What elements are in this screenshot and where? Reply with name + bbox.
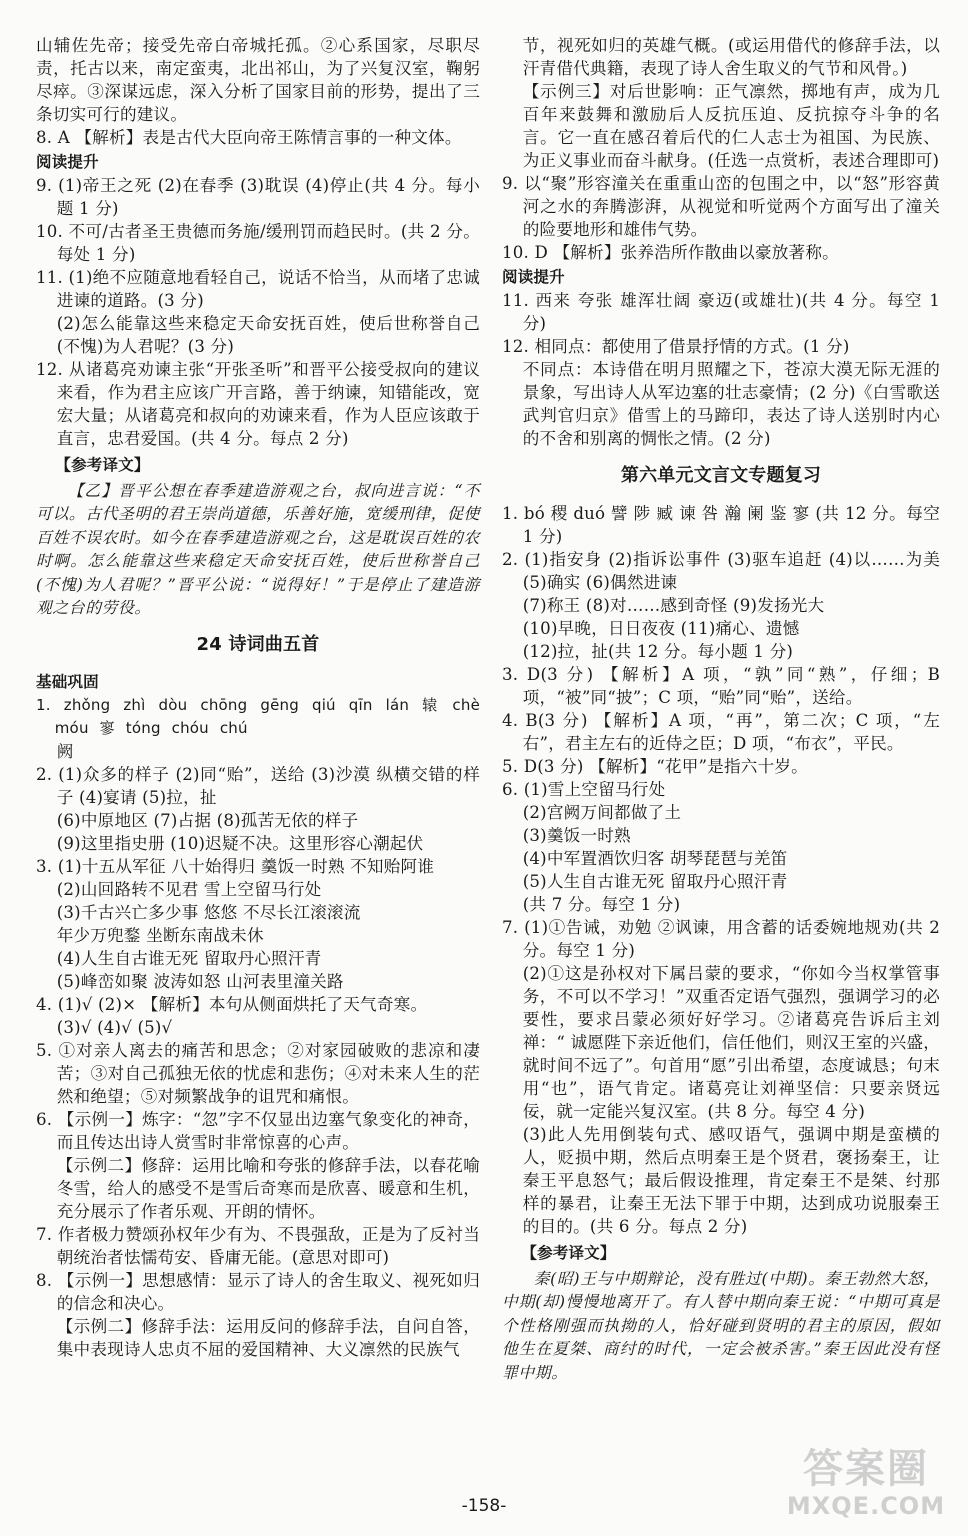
- answer-6a: 6. 【示例一】炼字：“忽”字不仅显出边塞气象变化的神奇，而且传达出诗人赏雪时非常惊喜的心声。: [36, 1110, 480, 1153]
- answer-8c: 【示例二】修辞手法：运用反问的修辞手法，自问自答，集中表现诗人忠贞不屈的爱国精神、大义凛然的民族气: [56, 1317, 480, 1360]
- answer-4b: (3)√ (4)√ (5)√: [56, 1018, 173, 1038]
- answer-5: 5. ①对亲人离去的痛苦和思念；②对家园破败的悲凉和凄苦；③对自己孤独无依的忧虑和悲伤；④对未来人生的茫然和绝望；⑤对频繁战争的诅咒和痛恨。: [36, 1041, 480, 1107]
- answer-6b: 【示例二】修辞：运用比喻和夸张的修辞手法，以春花喻冬雪，给人的感受不是雪后奇寒而是欣喜、暖意和生机，充分展示了作者乐观、开朗的情怀。: [56, 1156, 480, 1222]
- answer-8-continued: 节，视死如归的英雄气概。(或运用借代的修辞手法，以汗青借代典籍，表现了诗人舍生取义的气节和风骨。): [522, 36, 940, 78]
- review-answer-2d: (12)拉，扯(共 12 分。每小题 1 分): [522, 642, 794, 661]
- review-answer-6b: (2)宫阙万间都做了土: [522, 803, 682, 822]
- left-column: [36, 34, 480, 1361]
- review-answer-7b: (2)①这是孙权对下属吕蒙的要求，“你如今当权掌管事务，不可以不学习！”双重否定语气强烈，强调学习的必要性，要求吕蒙必须好好学习。②诸葛亮告诉后主刘禅：“ 诚愿陛下亲近他们，信任他们，则汉王室的兴盛，就时间不远了”。句首用“愿”引出希望，态度诚恳；句末用“也”，语气肯定。诸葛亮让刘禅坚信：只要亲贤远佞，就一定能兴复汉室。(共 8 分。每空 4 分): [522, 964, 940, 1121]
- page-number: -158-: [461, 1496, 507, 1516]
- answer-11: 11. 西来 夸张 雄浑壮阔 豪迈(或雄壮)(共 4 分。每空 1 分): [502, 291, 940, 333]
- section-heading-basic: 基础巩固: [36, 673, 99, 692]
- review-answer-4: 4. B(3 分) 【解析】A 项，“再”，第二次；C 项，“左右”，君主左右的近侍之臣；D 项，“布衣”，平民。: [502, 711, 940, 753]
- answer-1-tail: 阙: [56, 742, 74, 762]
- answer-3e: (4)人生自古谁无死 留取丹心照汗青: [56, 949, 322, 969]
- review-answer-6c: (3)羹饭一时熟: [522, 826, 631, 845]
- answer-2b: (6)中原地区 (7)占据 (8)孤苦无依的样子: [56, 811, 359, 831]
- answer-9: 9. (1)帝王之死 (2)在春季 (3)耽误 (4)停止(共 4 分。每小题 1 分): [36, 176, 480, 218]
- answer-10: 10. D 【解析】张养浩所作散曲以豪放著称。: [502, 243, 839, 262]
- answer-1-pinyin: 1. zhǒng zhì dòu chōng gēng qiú qīn lán 辕 chè móu 寥 tóng chóu chú: [36, 696, 480, 738]
- answer-3f: (5)峰峦如聚 波涛如怒 山河表里潼关路: [56, 972, 344, 992]
- review-answer-1: 1. bó 稷 duó 譬 陟 臧 谏 咎 瀚 阑 鉴 寥 (共 12 分。每空 1 分): [502, 504, 940, 546]
- review-answer-6a: 6. (1)雪上空留马行处: [502, 780, 666, 799]
- answer-10: 10. 不可/古者圣王贵德而务施/缓刑罚而趋民时。(共 2 分。每处 1 分): [36, 222, 480, 264]
- review-answer-2c: (10)早晚，日日夜夜 (11)痛心、遗憾: [522, 619, 800, 638]
- unit-title-6: 第六单元文言文专题复习: [620, 465, 822, 486]
- answer-4a: 4. (1)√ (2)× 【解析】本句从侧面烘托了天气奇寒。: [36, 995, 428, 1015]
- answer-3d: 年少万兜鍪 坐断东南战未休: [56, 926, 264, 946]
- answer-3b: (2)山回路转不见君 雪上空留马行处: [56, 880, 322, 900]
- watermark-text: 答案圈: [803, 1446, 929, 1492]
- right-column: [502, 34, 940, 1384]
- section-heading-reading: 阅读提升: [502, 268, 565, 286]
- answer-12b: 不同点：本诗借在明月照耀之下，苍凉大漠无际无涯的景象，写出诗人从军边塞的壮志豪情；(2 分)《白雪歌送武判官归京》借雪上的马蹄印，表达了诗人送别时内心的不舍和别离的惆怅之情。(2 分): [522, 360, 940, 448]
- review-answer-2a: 2. (1)指安身 (2)指诉讼事件 (3)驱车追赶 (4)以……为美 (5)确实 (6)偶然进谏: [502, 550, 940, 592]
- answer-11a: 11. (1)绝不应随意地看轻自己，说话不恰当，从而堵了忠诚进谏的道路。(3 分): [36, 268, 480, 310]
- answer-2c: (9)这里指史册 (10)迟疑不决。这里形容心潮起伏: [56, 834, 424, 854]
- review-answer-6f: (共 7 分。每空 1 分): [522, 895, 681, 914]
- answer-9: 9. 以“聚”形容潼关在重重山峦的包围之中，以“怒”形容黄河之水的奔腾澎湃，从视觉和听觉两个方面写出了潼关的险要地形和雄伟气势。: [502, 174, 940, 239]
- reference-translation-label: 【参考译文】: [521, 1244, 616, 1262]
- answer-8-example-3: 【示例三】对后世影响：正气凛然，掷地有声，成为几百年来鼓舞和激励后人反抗压迫、反抗掠夺斗争的名言。它一直在感召着后代的仁人志士为祖国、为民族、为正义事业而奋斗献身。(任选一点赏析，表述合理即可): [522, 82, 940, 170]
- review-answer-2b: (7)称王 (8)对……感到奇怪 (9)发扬光大: [522, 596, 825, 615]
- answer-8: 8. A 【解析】表是古代大臣向帝王陈情言事的一种文体。: [36, 128, 462, 147]
- answer-3c: (3)千古兴亡多少事 悠悠 不尽长江滚滚流: [56, 903, 361, 923]
- reference-translation-label: 【参考译文】: [55, 456, 150, 474]
- review-answer-7c: (3)此人先用倒装句式、感叹语气，强调中期是蛮横的人，贬损中期，然后点明秦王是个贤君，褒扬秦王，让秦王平息怒气；最后假设推理，肯定秦王不是桀、纣那样的暴君，让秦王无法下罪于中期，达到成功说服秦王的目的。(共 6 分。每点 2 分): [522, 1125, 940, 1236]
- lesson-title-24: 24 诗词曲五首: [196, 634, 320, 656]
- answer-2a: 2. (1)众多的样子 (2)同“贻”，送给 (3)沙漠 纵横交错的样子 (4)宴请 (5)拉，扯: [36, 765, 480, 808]
- answer-8b: 8. 【示例一】思想感情：显示了诗人的舍生取义、视死如归的信念和决心。: [36, 1271, 480, 1314]
- review-answer-5: 5. D(3 分) 【解析】“花甲”是指六十岁。: [502, 757, 808, 776]
- answer-11b: (2)怎么能靠这些来稳定天命安抚百姓，使后世称誉自己(不愧)为人君呢？(3 分): [56, 314, 480, 356]
- watermark-url: MXQE.COM: [786, 1492, 946, 1520]
- review-answer-6e: (5)人生自古谁无死 留取丹心照汗青: [522, 872, 788, 891]
- answer-12: 12. 从诸葛亮劝谏主张“开张圣听”和晋平公接受叔向的建议来看，作为君主应该广开言路，善于纳谏，知错能改，宽宏大量；从诸葛亮和叔向的劝谏来看，作为人臣应该敢于直言，忠君爱国。(共 4 分。每点 2 分): [36, 360, 480, 448]
- watermark-logo: [786, 1446, 946, 1530]
- answer-12a: 12. 相同点：都使用了借景抒情的方式。(1 分): [502, 337, 850, 356]
- review-answer-7a: 7. (1)①告诫，劝勉 ②讽谏，用含蓄的话委婉地规劝(共 2 分。每空 1 分): [502, 918, 940, 960]
- review-answer-6d: (4)中军置酒饮归客 胡琴琵琶与羌笛: [522, 849, 788, 868]
- answer-3a: 3. (1)十五从军征 八十始得归 羹饭一时熟 不知贻阿谁: [36, 857, 435, 877]
- review-answer-3: 3. D(3 分) 【解析】A 项，“孰”同“熟”，仔细；B 项，“被”同“披”；C 项，“贻”同“贻”，送给。: [502, 665, 940, 707]
- answer-intro: 山辅佐先帝；接受先帝白帝城托孤。②心系国家，尽职尽责，托古以来，南定蛮夷，北出祁山，为了兴复汉室，鞠躬尽瘁。③深谋远虑，深入分析了国家目前的形势，提出了三条切实可行的建议。: [36, 36, 480, 124]
- answer-7: 7. 作者极力赞颂孙权年少有为、不畏强敌，正是为了反衬当朝统治者怯懦苟安、昏庸无能。(意思对即可): [36, 1225, 480, 1268]
- reference-translation: 秦(昭)王与中期辩论，没有胜过(中期)。秦王勃然大怒，中期(却)慢慢地离开了。有人替中期向秦王说：“中期可真是个性格刚强而执拗的人，恰好碰到贤明的君主的原因，假如他生在夏桀、商纣的时代，一定会被杀害。”秦王因此没有怪罪中期。: [502, 1269, 940, 1382]
- section-heading-reading: 阅读提升: [36, 153, 99, 171]
- reference-translation: 【乙】晋平公想在春季建造游观之台，叔向进言说：“不可以。古代圣明的君王崇尚道德，乐善好施，宽缓刑律，促使百姓不误农时。如今在春季建造游观之台，这是耽误百姓的农时啊。怎么能靠这些来稳定天命安抚百姓，使后世称誉自己(不愧)为人君呢？”晋平公说：“说得好！”于是停止了建造游观之台的劳役。: [36, 481, 480, 618]
